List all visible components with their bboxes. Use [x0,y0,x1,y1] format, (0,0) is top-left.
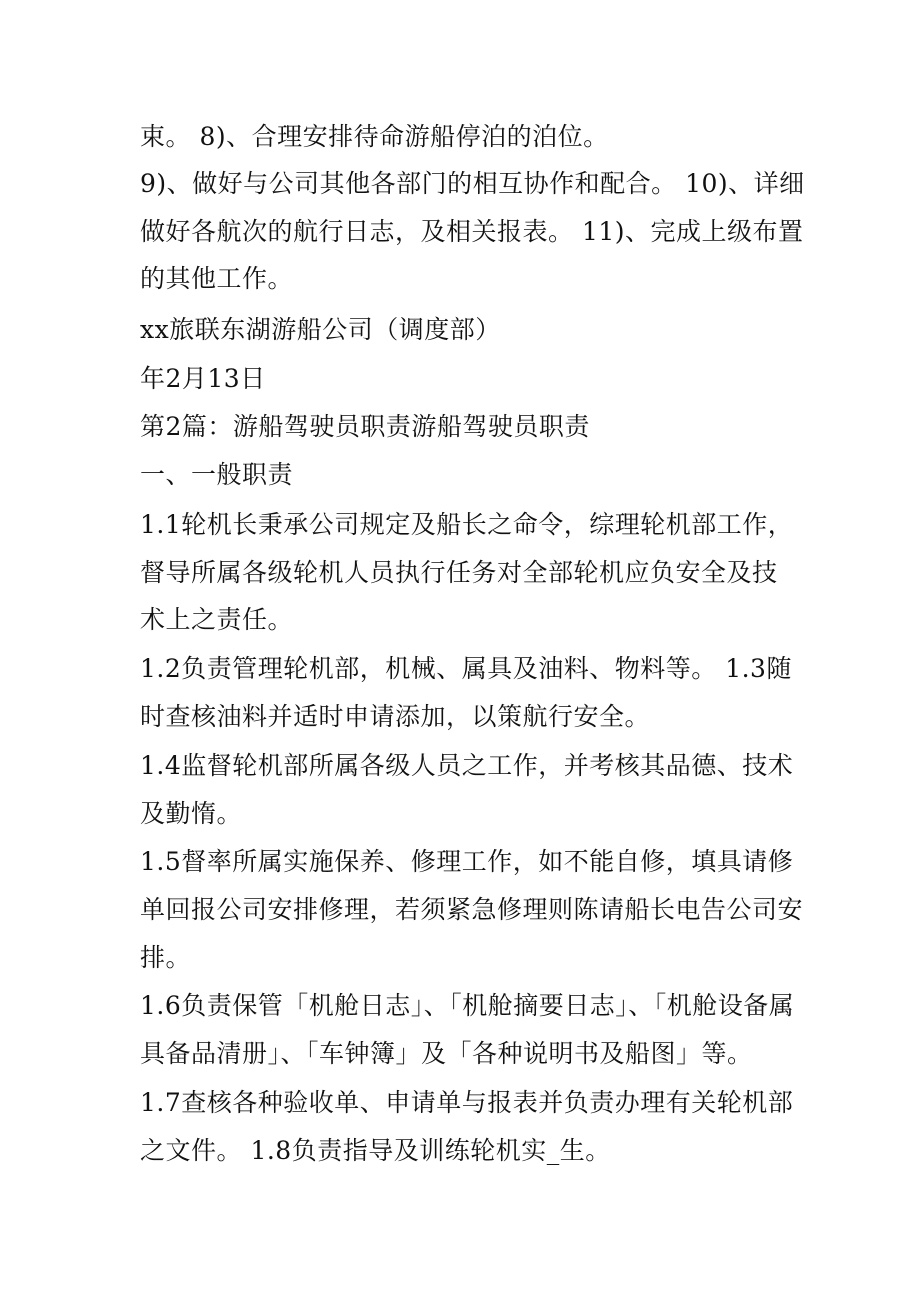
text-line: 时查核油料并适时申请添加，以策航行安全。 [140,702,651,731]
text-line: 督导所属各级轮机人员执行任务对全部轮机应负安全及技 [140,558,778,587]
text-line: 1.1轮机长秉承公司规定及船长之命令，综理轮机部工作， [140,510,794,539]
text-line: 束。 8)、合理安排待命游船停泊的泊位。 [140,122,609,151]
text-line: 1.2负责管理轮机部，机械、属具及油料、物料等。 1.3随 [140,654,792,683]
subsection-heading: 一、一般职责 [140,460,294,489]
text-line: 1.5督率所属实施保养、修理工作，如不能自修，填具请修 [140,847,794,876]
text-line: 1.7查核各种验收单、申请单与报表并负责办理有关轮机部 [140,1088,794,1117]
section-heading: 第2篇：游船驾驶员职责游船驾驶员职责 [140,412,590,441]
text-line: 年2月13日 [140,364,266,393]
text-line: 排。 [140,943,192,972]
text-line: 具备品清册」、「车钟簿」及「各种说明书及船图」等。 [140,1039,753,1068]
text-line: 及勤惰。 [140,799,243,828]
text-line: 之文件。 1.8负责指导及训练轮机实_生。 [140,1136,611,1165]
text-line: 的其他工作。 [140,264,294,293]
text-line: 1.4监督轮机部所属各级人员之工作，并考核其品德、技术 [140,751,794,780]
text-line: xx旅联东湖游船公司（调度部） [140,315,501,344]
text-line: 术上之责任。 [140,605,294,634]
text-line: 9)、做好与公司其他各部门的相互协作和配合。 10)、详细 [140,169,805,198]
text-line: 1.6负责保管「机舱日志」、「机舱摘要日志」、「机舱设备属 [140,991,795,1020]
text-line: 做好各航次的航行日志，及相关报表。 11)、完成上级布置 [140,217,804,246]
text-line: 单回报公司安排修理，若须紧急修理则陈请船长电告公司安 [140,895,804,924]
